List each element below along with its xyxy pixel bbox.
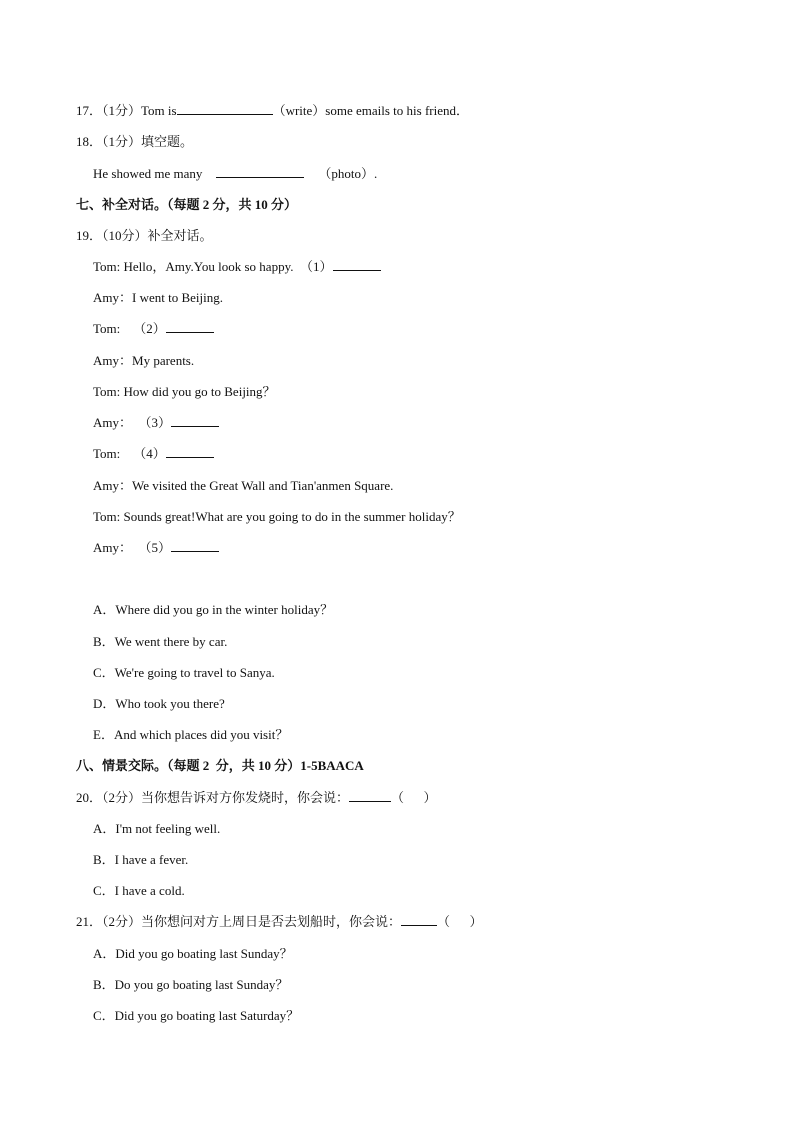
question-number: 18．（1分）: [76, 134, 142, 149]
blank-number: （1）: [300, 259, 333, 274]
speaker: Amy：: [93, 353, 133, 368]
dialogue-line: [93, 415, 219, 431]
option-b[interactable]: B．We went there by car.: [93, 634, 228, 649]
answer-paren: （ ）: [437, 914, 483, 929]
question-19: [76, 228, 213, 244]
speaker: Amy：: [93, 290, 133, 305]
option-a[interactable]: A．Did you go boating last Sunday？: [93, 946, 293, 961]
option-a[interactable]: A．I'm not feeling well.: [93, 821, 221, 836]
dialogue-text: Hello，Amy.You look so happy.: [123, 259, 294, 274]
dialogue-line: [93, 259, 381, 275]
answer-blank[interactable]: [166, 446, 214, 458]
speaker: Tom:: [93, 384, 121, 399]
blank-number: （5）: [138, 540, 172, 555]
question-21: [76, 914, 483, 930]
question-number: 21．（2分）: [76, 914, 142, 929]
option-c[interactable]: C．Did you go boating last Saturday？: [93, 1008, 300, 1023]
dialogue-line: [93, 353, 194, 369]
speaker: Amy：: [93, 540, 133, 555]
dialogue-text: My parents.: [132, 353, 195, 368]
section-heading: 八、情景交际。（每题 2 分，共 10 分）1-5BAACA: [76, 758, 364, 773]
answer-blank[interactable]: [333, 259, 381, 271]
question-17: [76, 103, 469, 119]
option-d[interactable]: D．Who took you there?: [93, 696, 225, 711]
question-number: 19．（10分）: [76, 228, 148, 243]
question-18: [76, 134, 193, 150]
question-text: Tom is: [141, 103, 177, 118]
speaker: Tom:: [93, 509, 121, 524]
answer-blank[interactable]: [177, 103, 273, 115]
blank-number: （4）: [133, 446, 166, 461]
blank-number: （3）: [138, 415, 172, 430]
answer-blank[interactable]: [171, 540, 219, 552]
option-b[interactable]: B．Do you go boating last Sunday？: [93, 977, 289, 992]
speaker: Amy：: [93, 478, 133, 493]
answer-blank[interactable]: [171, 415, 219, 427]
question-title: 补全对话。: [147, 228, 213, 243]
option-c[interactable]: C．I have a cold.: [93, 883, 185, 898]
option-b[interactable]: B．I have a fever.: [93, 852, 189, 867]
dialogue-text: Sounds great!What are you going to do in the summer holiday？: [123, 509, 461, 524]
dialogue-text: We visited the Great Wall and Tian'anmen Square.: [132, 478, 394, 493]
option-c[interactable]: C．We're going to travel to Sanya.: [93, 665, 275, 680]
answer-blank[interactable]: [349, 790, 391, 802]
question-title: 填空题。: [141, 134, 194, 149]
dialogue-line: [93, 540, 219, 556]
question-text: （write）some emails to his friend．: [272, 103, 470, 118]
speaker: Amy：: [93, 415, 133, 430]
dialogue-text: How did you go to Beijing？: [123, 384, 276, 399]
dialogue-line: [93, 478, 393, 494]
question-text: （photo）.: [318, 166, 378, 181]
speaker: Tom:: [93, 259, 121, 274]
answer-paren: （ ）: [391, 790, 437, 805]
question-text: 当你想告诉对方你发烧时，你会说：: [141, 790, 350, 805]
speaker: Tom:: [93, 321, 121, 336]
dialogue-text: I went to Beijing.: [132, 290, 224, 305]
question-18-body: [93, 166, 377, 182]
question-text: 当你想问对方上周日是否去划船时，你会说：: [141, 914, 402, 929]
answer-blank[interactable]: [166, 321, 214, 333]
dialogue-line: [93, 290, 223, 306]
question-number: 20．（2分）: [76, 790, 142, 805]
question-number: 17．（1分）: [76, 103, 142, 118]
question-20: [76, 790, 437, 806]
answer-blank[interactable]: [216, 166, 304, 178]
section-heading: 七、补全对话。（每题 2 分，共 10 分）: [76, 197, 298, 212]
blank-number: （2）: [133, 321, 166, 336]
answer-blank[interactable]: [401, 914, 437, 926]
dialogue-line: [93, 321, 214, 337]
option-a[interactable]: A．Where did you go in the winter holiday？: [93, 602, 334, 617]
option-e[interactable]: E．And which places did you visit？: [93, 727, 289, 742]
dialogue-line: [93, 446, 214, 462]
dialogue-line: [93, 509, 461, 525]
speaker: Tom:: [93, 446, 121, 461]
dialogue-line: [93, 384, 276, 400]
question-text: He showed me many: [93, 166, 203, 181]
